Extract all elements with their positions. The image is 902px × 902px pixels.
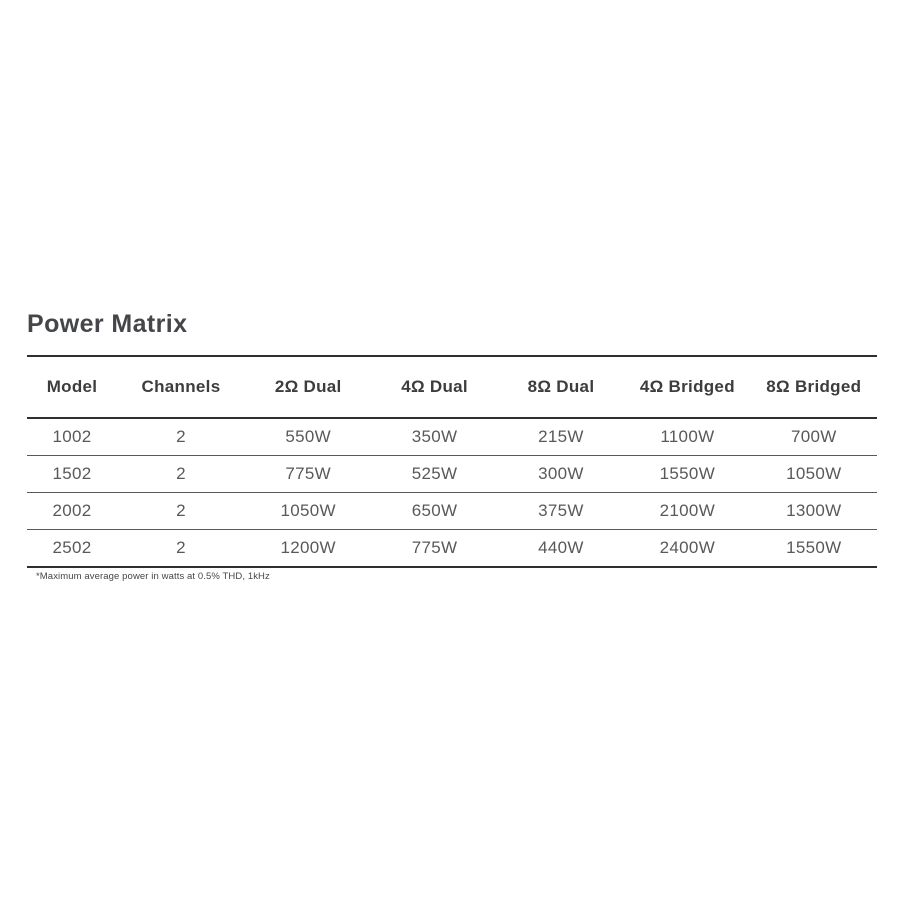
page-title: Power Matrix [27, 310, 188, 338]
cell-8ohm-bridged: 1550W [786, 538, 842, 557]
cell-4ohm-dual: 775W [411, 538, 458, 557]
power-matrix-table [27, 355, 877, 568]
cell-4ohm-bridged: 2400W [659, 538, 716, 557]
cell-2ohm-dual: 550W [245, 418, 371, 456]
table-row [27, 456, 877, 493]
column-header-model: Model [27, 356, 117, 418]
cell-4ohm-bridged: 1550W [624, 456, 750, 493]
cell-8ohm-dual: 440W [538, 538, 584, 557]
cell-model: 1502 [27, 456, 117, 493]
column-header-8ohm-bridged: 8Ω Bridged [751, 356, 877, 418]
column-header-4ohm-bridged: 4Ω Bridged [624, 356, 750, 418]
cell-8ohm-dual: 215W [498, 418, 624, 456]
column-header-channels: Channels [117, 356, 245, 418]
cell-8ohm-bridged: 1300W [751, 493, 877, 530]
cell-4ohm-dual: 350W [371, 418, 497, 456]
cell-model: 2002 [27, 493, 117, 530]
table-footnote: *Maximum average power in watts at 0.5% THD, 1kHz [36, 571, 270, 582]
column-header-4ohm-dual: 4Ω Dual [371, 356, 497, 418]
cell-8ohm-dual: 375W [498, 493, 624, 530]
cell-4ohm-dual: 650W [371, 493, 497, 530]
table-header-row [27, 356, 877, 418]
cell-2ohm-dual: 1050W [245, 493, 371, 530]
table-row [27, 530, 877, 568]
cell-channels: 2 [176, 538, 186, 557]
table-row [27, 493, 877, 530]
cell-4ohm-dual: 525W [371, 456, 497, 493]
cell-8ohm-bridged: 1050W [751, 456, 877, 493]
cell-model: 2502 [52, 538, 92, 557]
cell-2ohm-dual: 1200W [280, 538, 336, 557]
column-header-2ohm-dual: 2Ω Dual [245, 356, 371, 418]
cell-2ohm-dual: 775W [245, 456, 371, 493]
table-row [27, 418, 877, 456]
cell-model: 1002 [27, 418, 117, 456]
cell-channels: 2 [117, 493, 245, 530]
cell-4ohm-bridged: 1100W [624, 418, 750, 456]
column-header-8ohm-dual: 8Ω Dual [498, 356, 624, 418]
cell-8ohm-bridged: 700W [751, 418, 877, 456]
cell-channels: 2 [117, 456, 245, 493]
cell-8ohm-dual: 300W [498, 456, 624, 493]
cell-channels: 2 [117, 418, 245, 456]
cell-4ohm-bridged: 2100W [624, 493, 750, 530]
